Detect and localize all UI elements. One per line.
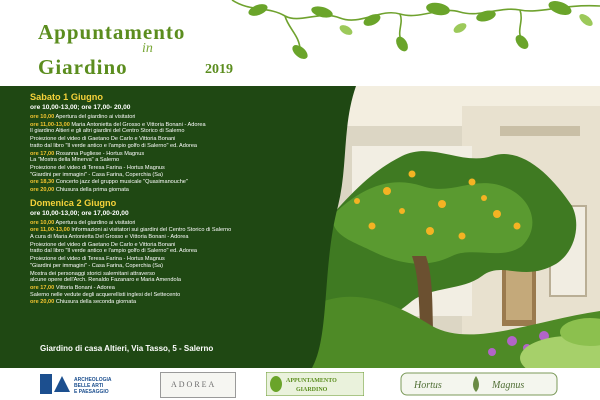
msr-line-3: E PAESAGGIO (74, 389, 109, 395)
event-line (30, 256, 340, 263)
event-line (30, 292, 340, 299)
event-time: ore 18,30 (30, 179, 55, 186)
adorea-logo (160, 372, 236, 398)
event-text: Proiezione del video di Gaetano De Carlo e Vittoria Bonani (30, 136, 176, 143)
event-line (30, 114, 340, 121)
event-time: ore 10,00 (30, 219, 55, 226)
event-time: ore 11,00-13,00 (30, 227, 70, 234)
event-line (30, 143, 340, 150)
event-line (30, 179, 340, 186)
event-text: Proiezione del video di Teresa Farina - Hortus Magnus (30, 256, 165, 263)
event-line (30, 299, 340, 306)
event-line (30, 263, 340, 270)
event-text: Rosanna Pugliese - Hortus Magnus (55, 150, 145, 157)
event-line (30, 157, 340, 164)
event-time: ore 11,00-13,00 (30, 121, 70, 128)
day-1-title: Sabato 1 Giugno (30, 92, 103, 102)
program-event (30, 151, 340, 164)
program-event (30, 187, 340, 194)
program-event (30, 227, 340, 240)
event-line (30, 136, 340, 143)
event-text: tratto dal libro "Il verde antico e l'ampio golfo di Salerno" ed. Adorea (30, 248, 198, 255)
event-line (30, 271, 340, 278)
adorea-logo-text: ADOREA (171, 380, 217, 389)
program-event (30, 179, 340, 186)
event-line (30, 128, 340, 135)
program-event (30, 256, 340, 269)
event-text: Mostra dei personaggi storici salernitani attraverso (30, 270, 155, 277)
event-text: "Giardini per immagini" - Casa Farina, Coperchia (Sa) (30, 262, 163, 269)
sponsor-logos (0, 368, 600, 400)
venue-address: Giardino di casa Altieri, Via Tasso, 5 - Salerno (40, 344, 214, 353)
app-logo-line-2: GIARDINO (296, 387, 328, 393)
event-text: La "Mostra della Minerva" a Salerno (30, 157, 120, 164)
soprintendenza-logo (40, 372, 138, 396)
appuntamento-logo (266, 372, 364, 396)
event-time: ore 10,00 (30, 114, 55, 120)
event-line (30, 277, 340, 284)
event-text: Salerno nelle vedute degli acquerellisti inglesi del Settecento (30, 291, 181, 298)
event-line (30, 172, 340, 179)
msr-line-2: BELLE ARTI (74, 383, 104, 389)
event-line (30, 187, 340, 194)
event-line (30, 234, 340, 241)
program-event (30, 285, 340, 298)
title-line-1: Appuntamento (38, 20, 186, 44)
program-event (30, 122, 340, 135)
event-text: Chiusura della prima giornata (55, 187, 129, 194)
event-time: ore 17,00 (30, 284, 55, 291)
program-event (30, 136, 340, 149)
event-time: ore 20,00 (30, 299, 55, 306)
title-in: in (142, 41, 153, 56)
event-time: ore 17,00 (30, 150, 55, 157)
title-year: 2019 (205, 62, 233, 77)
event-line (30, 220, 340, 227)
app-logo-line-1: APPUNTAMENTO (286, 378, 337, 384)
event-text: "Giardini per immagini" - Casa Farina, Coperchia (Sa) (30, 171, 163, 178)
day-2-title: Domenica 2 Giugno (30, 197, 117, 208)
day-2-events (30, 220, 340, 306)
hortus-logo-right: Magnus (492, 380, 525, 391)
event-text: Maria Antonietta del Grosso e Vittoria Bonani - Adorea (71, 121, 206, 128)
event-line (30, 285, 340, 292)
event-line (30, 165, 340, 172)
event-text: Chiusura della seconda giornata (55, 299, 137, 306)
event-text: alcune opere dell'Arch. Renaldo Fazanaro e Maria Amendola (30, 277, 181, 284)
program-event (30, 299, 340, 306)
event-line (30, 151, 340, 158)
hortus-magnus-logo (400, 372, 558, 396)
program-event (30, 165, 340, 178)
event-text: Concerto jazz del gruppo musicale "Quasimanouche" (55, 179, 188, 186)
event-line (30, 248, 340, 255)
msr-line-1: ARCHEOLOGIA (74, 377, 112, 383)
event-text: tratto dal libro "Il verde antico e l'ampio golfo di Salerno" ed. Adorea (30, 142, 198, 149)
day-1-hours: ore 10,00-13,00; ore 17,00- 20,00 (30, 104, 131, 111)
event-line (30, 122, 340, 129)
program-event (30, 271, 340, 284)
event-text: Informazioni ai visitatori sui giardini del Centro Storico di Salerno (71, 227, 232, 234)
event-text: Apertura del giardino ai visitatori (55, 114, 136, 120)
day-2-hours: ore 10,00-13,00; ore 17,00-20,00 (30, 209, 129, 217)
event-text: Proiezione del video di Gaetano De Carlo e Vittoria Bonani (30, 241, 176, 248)
hortus-logo-left: Hortus (414, 380, 442, 391)
event-text: A cura di Maria Antonietta Del Grosso e Vittoria Bonani - Adorea (30, 234, 189, 241)
event-line (30, 242, 340, 249)
program-event (30, 242, 340, 255)
header (0, 0, 600, 86)
day-1-events (30, 114, 340, 194)
program-list (30, 92, 340, 307)
garden-photo (312, 86, 600, 368)
title-line-2: Giardino (38, 55, 128, 79)
program-panel (0, 86, 600, 368)
event-line (30, 227, 340, 234)
event-text: Proiezione del video di Teresa Farina - Hortus Magnus (30, 164, 165, 171)
event-text: Vittoria Bonani - Adorea (55, 284, 115, 291)
program-event (30, 114, 340, 121)
event-time: ore 20,00 (30, 187, 55, 194)
event-text: Apertura del giardino ai visitatori (55, 219, 136, 226)
program-event (30, 220, 340, 227)
event-text: Il giardino Altieri e gli altri giardini del Centro Storico di Salerno (30, 128, 185, 135)
